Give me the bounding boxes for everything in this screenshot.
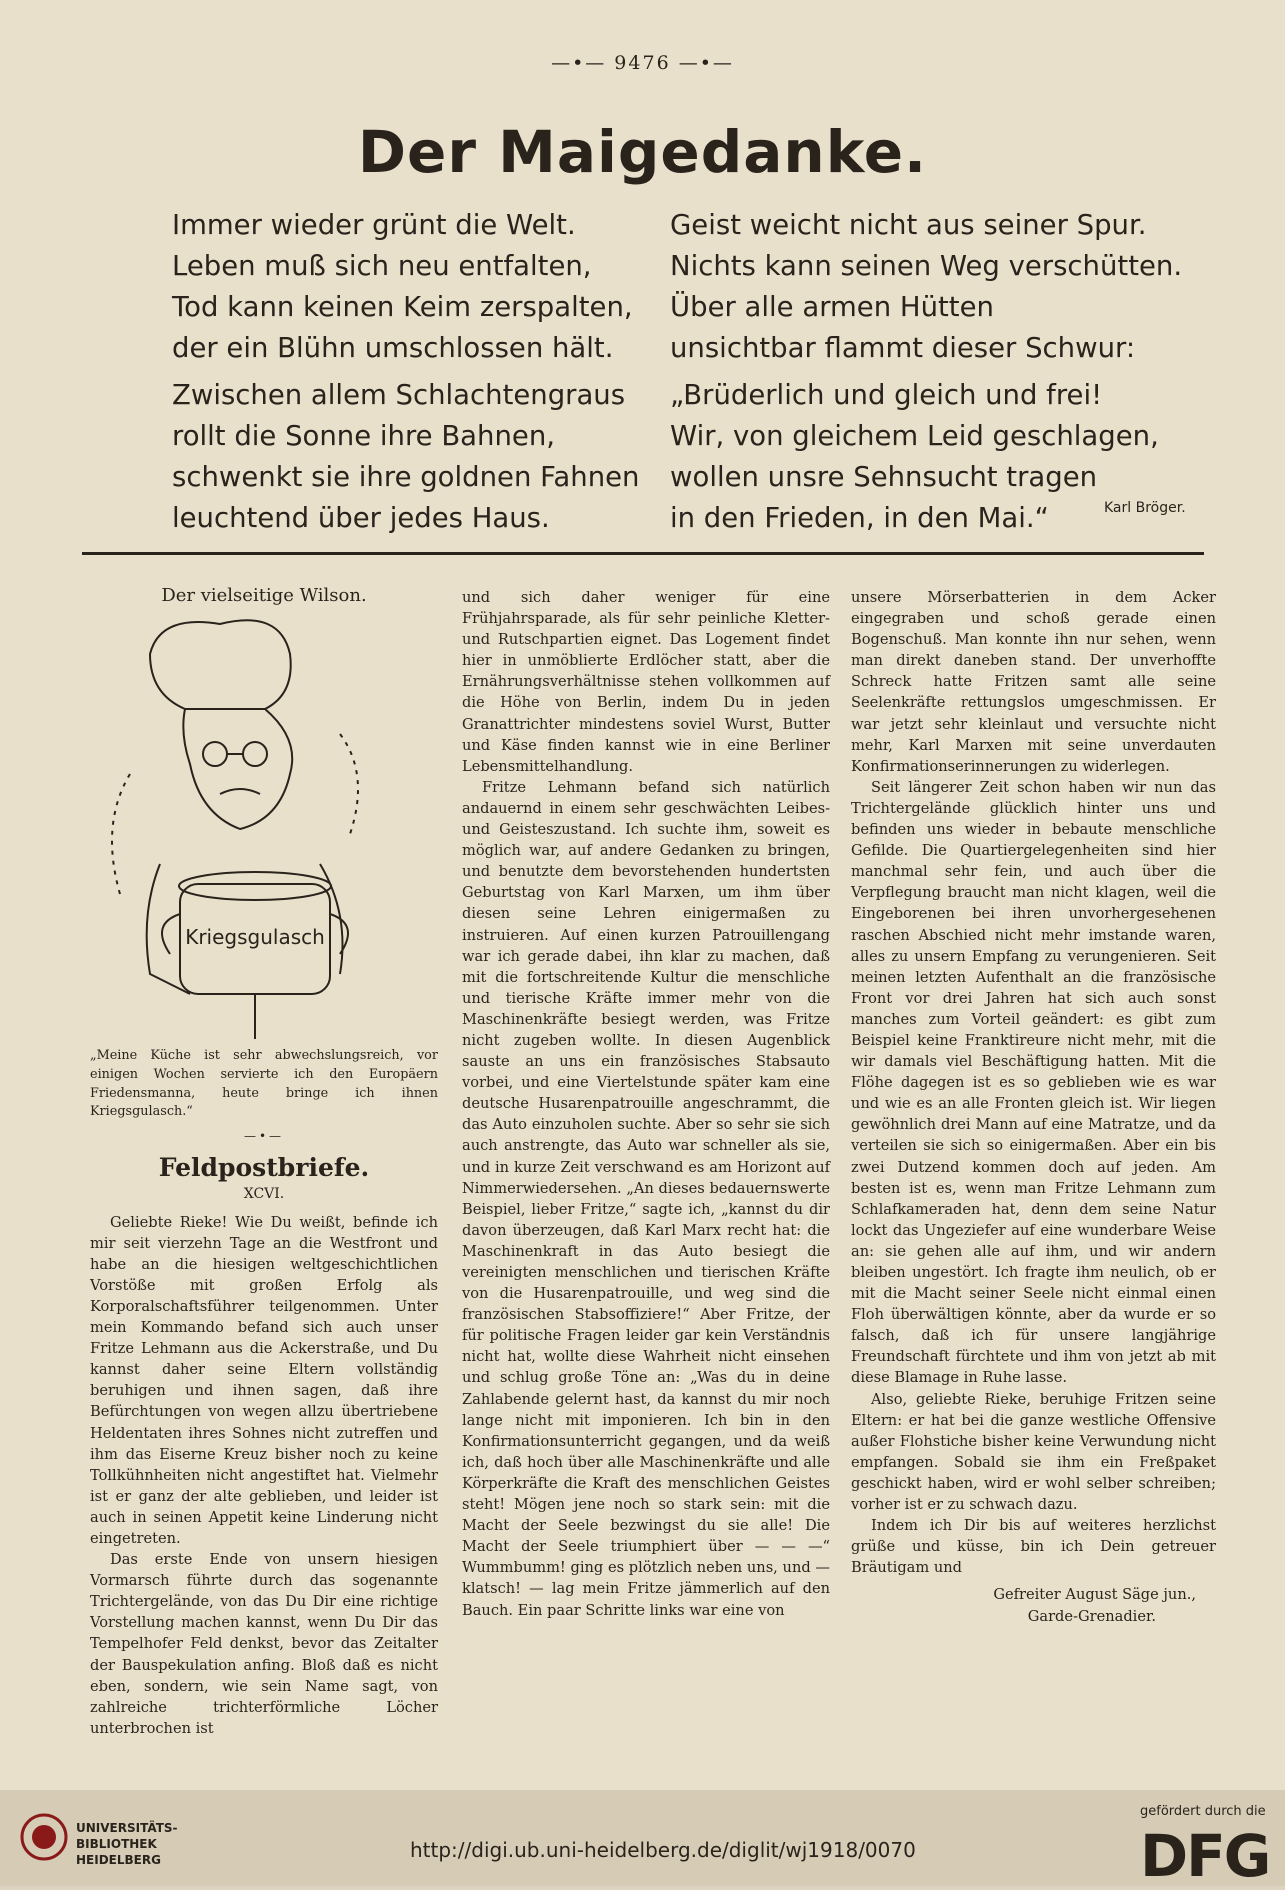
- institution-name: UNIVERSITÄTS- BIBLIOTHEK HEIDELBERG: [76, 1821, 178, 1867]
- paragraph: Seit längerer Zeit schon haben wir nun das Trichtergelände glücklich hinter uns und befinden uns wieder in bebaute menschliche Gefilde. Die Quartiergelegenheiten sind hier manchmal sehr fein, und auch über die Verpflegung braucht man nicht klagen, weil die Eingeborenen bei ihren unvorhergesehenen raschen Abschied nicht mehr imstande waren, alles zu unsern Empfang zu verungenieren. Seit meinen letzten Aufenthalt an die französische Front vor drei Jahren hat sich auch sonst manches zum Vorteil geändert: es gibt zum Beispiel keine Franktireure nicht mehr, mit die wir damals viel Beschäftigung hatten. Mit die Flöhe dagegen ist es so geblieben wie es war und wie es an alle Fronten gleich ist. Wir liegen gewöhnlich drei Mann auf eine Matratze, und da verteilen sie sich so einigermaßen. Aber ein bis zwei Dutzend kommen doch auf jeden. Am besten ist es, wenn man Fritze Lehmann zum Schlafkameraden hat, denn dem seine Natur lockt das Ungeziefer auf eine wunderbare Weise an: sie gehen alle auf ihm, und wir andern bleiben ungestört. Ich fragte ihm neulich, ob er mit die Macht seiner Seele nicht einmal einen Floh überwältigen könnte, aber da wurde er so falsch, daß ich für unsere langjährige Freundschaft fürchtete und ihm von jetzt ab mit diese Blamage in Ruhe lasse.: [851, 778, 1216, 1387]
- poem-stanza-3: [670, 205, 1182, 369]
- poem-line: Nichts kann seinen Weg verschütten.: [670, 250, 1183, 282]
- paragraph: Indem ich Dir bis auf weiteres herzlichst grüße und küsse, bin ich Dein getreuer Bräutigam und: [851, 1517, 1216, 1577]
- pot-label: Kriegsgulasch: [185, 925, 325, 950]
- poem-title: Der Maigedanke.: [357, 118, 928, 186]
- poem-line: Wir, von gleichem Leid geschlagen,: [670, 420, 1159, 452]
- poem-line: Geist weicht nicht aus seiner Spur.: [670, 209, 1147, 241]
- poem-stanza-1: [172, 205, 633, 369]
- source-url-link[interactable]: http://digi.ub.uni-heidelberg.de/diglit/wj1918/0070: [410, 1838, 916, 1862]
- poem-line: Leben muß sich neu entfalten,: [172, 250, 592, 282]
- poem-line: Tod kann keinen Keim zerspalten,: [172, 291, 633, 323]
- poem-author: Karl Bröger.: [1104, 500, 1186, 516]
- paragraph: unsere Mörserbatterien in dem Acker eingegraben und schoß gerade einen Bogenschuß. Man konnte ihn nur sehen, wenn man direkt daneben stand. Der unverhoffte Schreck hatte Fritzen samt alle seine Seelenkräfte rettungslos umgeschmissen. Er war jetzt sehr kleinlaut und versuchte nicht mehr, Karl Marxen mit seine unverdauten Konfirmationserinnerungen zu widerlegen.: [851, 589, 1216, 775]
- article-number: XCVI.: [243, 1186, 285, 1203]
- poem-line: in den Frieden, in den Mai.“: [670, 502, 1049, 534]
- poem-line: leuchtend über jedes Haus.: [172, 502, 550, 534]
- university-seal-icon: [20, 1812, 68, 1862]
- face: [183, 709, 292, 829]
- chef-hat: [150, 620, 291, 709]
- article-title: Feldpostbriefe.: [158, 1153, 370, 1183]
- paragraph: und sich daher weniger für eine Frühjahrsparade, als für sehr peinliche Kletter- und Rutschpartien eignet. Das Logement findet hier in unmöblierte Erdlöcher statt, aber die Ernährungsverhältnisse stehen vollkommen auf die Höhe von Berlin, indem Du in jeden Granattrichter mindestens soviel Wurst, Butter und Käse finden kannst wie in eine Berliner Lebensmittelhandlung.: [462, 589, 830, 775]
- page-number: —•— 9476 —•—: [551, 52, 734, 74]
- poem-line: Zwischen allem Schlachtengraus: [172, 379, 626, 411]
- separator: —•—: [243, 1129, 285, 1144]
- footer: [0, 1790, 1285, 1890]
- steam: [112, 734, 358, 894]
- glasses-right: [243, 742, 267, 766]
- cartoon-caption: „Meine Küche ist sehr abwechslungsreich, vor einigen Wochen servierte ich den Europäern Friedensmanna, heute bringe ich ihnen Kriegsgulasch.“: [90, 1048, 438, 1120]
- section-divider: [82, 552, 1204, 555]
- poem-stanza-2: [172, 375, 639, 539]
- column-1: [90, 585, 438, 1739]
- funding-label: gefördert durch die: [1140, 1804, 1266, 1819]
- signature-rank: Garde-Grenadier.: [1027, 1607, 1156, 1625]
- column-2: [462, 587, 830, 1621]
- column-3: [851, 587, 1216, 1627]
- paragraph: Fritze Lehmann befand sich natürlich andauernd in einem sehr geschwächten Leibes- und Geisteszustand. Ich suchte ihm, soweit es möglich war, auf andere Gedanken zu bringen, und benutzte dem bevorstehenden hundertsten Geburtstag von Karl Marxen, um ihm über diesen seine Lehren einigermaßen zu instruieren. Auf einen kurzen Patrouillengang war ich gerade dabei, ihn klar zu machen, daß mit die fortschreitende Kultur die menschliche und tierische Kräfte immer mehr von die Maschinenkräfte besiegt werden, was Fritze nicht zugeben wollte. In diesen Augenblick sauste an uns ein französisches Stabsauto vorbei, und eine Viertelstunde später kam eine deutsche Husarenpatrouille angeschrammt, die das Auto einzuholen suchte. Aber so sehr sie sich auch anstrengte, das Auto war schneller als sie, und in kurze Zeit verschwand es am Horizont auf Nimmerwiedersehen. „An dieses bedauernswerte Beispiel, lieber Fritze,“ sagte ich, „kannst du dir davon überzeugen, daß Karl Marx recht hat: die Maschinenkraft in das Auto besiegt die vereinigten menschlichen und tierischen Kräfte von die Husarenpatrouille, und weg sind die französischen Stabsoffiziere!“ Aber Fritze, der für politische Fragen leider gar kein Verständnis nicht hat, wollte diese Wahrheit nicht einsehen und schlug große Töne an: „Was du in deine Zahlabende gelernt hast, da kannst du mir noch lange nicht mit imponieren. Ich bin in den Konfirmationsunterricht gegangen, und da weiß ich, daß hoch über alle Maschinenkräfte und alle Körperkräfte die Kraft des menschlichen Geistes steht! Mögen jene noch so stark sein: mit die Macht der Seele bezwingst du sie alle! Die Macht der Seele triumphiert über — — —“ Wummbumm! ging es plötzlich neben uns, und — klatsch! — lag mein Fritze jämmerlich auf den Bauch. Ein paar Schritte links war eine von: [462, 778, 830, 1619]
- poem-line: rollt die Sonne ihre Bahnen,: [172, 420, 555, 452]
- cartoon-title: Der vielseitige Wilson.: [161, 585, 367, 606]
- poem-line: unsichtbar flammt dieser Schwur:: [670, 332, 1136, 364]
- mouth: [220, 789, 260, 794]
- dfg-logo: DFG: [1140, 1822, 1270, 1890]
- paragraph: Also, geliebte Rieke, beruhige Fritzen seine Eltern: er hat bei die ganze westliche Offensive außer Flohstiche bisher keine Verwundung nicht empfangen. Sobald sie ihm ein Freßpaket geschickt haben, wird er wohl selber schreiben; vorher ist er zu schwach dazu.: [851, 1390, 1216, 1514]
- paragraph: Das erste Ende von unsern hiesigen Vormarsch führte durch das sogenannte Trichtergelände, von das Du Dir eine richtige Vorstellung machen kannst, wenn Du Dir das Tempelhofer Feld denkst, bevor das Zeitalter der Bauspekulation anfing. Bloß daß es nicht eben, sondern, wie sein Name sagt, von zahlreiche trichterförmliche Löcher unterbrochen ist: [90, 1551, 438, 1737]
- cartoon-illustration: [90, 614, 438, 1039]
- poem-stanza-4: [670, 375, 1159, 539]
- glasses-left: [203, 742, 227, 766]
- paragraph: Geliebte Rieke! Wie Du weißt, befinde ich mir seit vierzehn Tage an die Westfront und habe an die hiesigen weltgeschichtlichen Vorstöße mit großen Erfolg als Korporalschaftsführer teilgenommen. Unter mein Kommando befand sich auch unser Fritze Lehmann aus die Ackerstraße, und Du kannst daher seine Eltern vollständig beruhigen und ihnen sagen, daß ihre Befürchtungen von wegen allzu übertriebene Heldentaten ihres Sohnes nicht zutreffen und ihm das Eiserne Kreuz bisher noch zu keine Tollkühnheiten nicht angestiftet hat. Vielmehr ist er ganz der alte geblieben, und leider ist auch in seinen Appetit keine Linderung nicht eingetreten.: [90, 1213, 438, 1547]
- poem-line: wollen unsre Sehnsucht tragen: [670, 461, 1098, 493]
- poem-line: Immer wieder grünt die Welt.: [172, 209, 576, 241]
- signature-name: Gefreiter August Säge jun.,: [993, 1586, 1196, 1604]
- poem-line: schwenkt sie ihre goldnen Fahnen: [172, 461, 640, 493]
- poem-line: der ein Blühn umschlossen hält.: [172, 332, 614, 364]
- poem-line: „Brüderlich und gleich und frei!: [670, 379, 1103, 411]
- poem-line: Über alle armen Hütten: [670, 291, 994, 323]
